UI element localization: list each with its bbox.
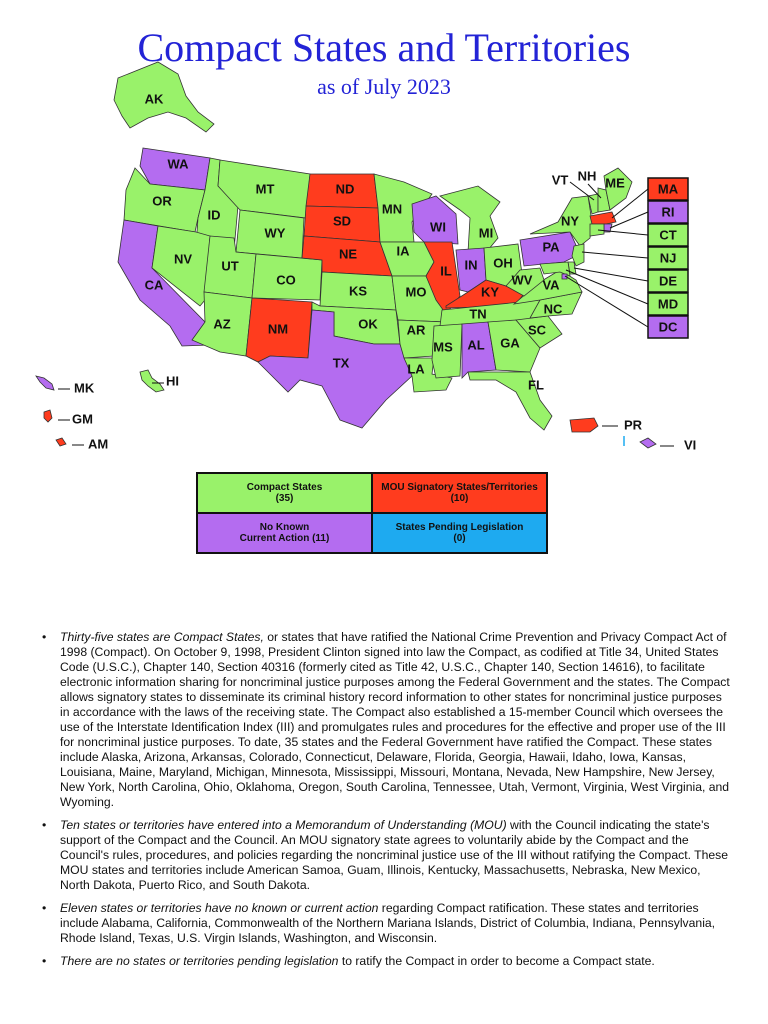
label-OH: OH (493, 255, 513, 271)
label-ND: ND (335, 181, 355, 197)
page-subtitle: as of July 2023 (317, 74, 451, 99)
territory-AM[interactable] (56, 438, 66, 446)
legend-compact-count: (35) (275, 493, 294, 504)
label-OR: OR (152, 193, 172, 209)
legend-pending-label: States Pending Legislation (395, 522, 524, 533)
label-SD: SD (332, 213, 352, 229)
label-TX: TX (332, 355, 350, 371)
label-DC: DC (658, 319, 678, 335)
label-MI: MI (478, 225, 494, 241)
legend-compact (198, 474, 371, 512)
bullet-lead: Ten states or territories have entered into a Memorandum of Understanding (MOU) (60, 818, 507, 832)
bullet-none (40, 901, 730, 946)
label-OK: OK (358, 316, 378, 332)
label-WA: WA (167, 156, 189, 172)
bullet-body: or states that have ratified the National Crime Prevention and Privacy Compact Act of 1998 (Compact). On October 9, 1998, President Clinton signed into law the Compact, as codified at Title 34, United States Code (U.S.C.), Chapter 140, Section 40316 (formerly cited as Title 42, U.S.C., Chapter 140, Section 14616), to facilitate electronic information sharing for noncriminal justice purposes among the Federal Government and the states. The Compact allows signatory states to disseminate its criminal history record information to other states for noncriminal justice purposes in accordance with the laws of the receiving state. The Compact also established a 15-member Council which oversees the use of the Interstate Identification Index (III) and promulgates rules and procedures for the effective and proper use of the III for noncriminal justice purposes. To date, 35 states and the Federal Government have ratified the Compact. These states include Alaska, Arizona, Arkansas, Colorado, Connecticut, Delaware, Florida, Georgia, Hawaii, Idaho, Iowa, Kansas, Louisiana, Maine, Maryland, Michigan, Minnesota, Mississippi, Missouri, Montana, Nevada, New Hampshire, New Jersey, New York, North Carolina, Ohio, Oklahoma, Oregon, South Carolina, Tennessee, Utah, Vermont, Virginia, West Virginia, and Wyoming. (60, 630, 730, 809)
label-MS: MS (433, 339, 453, 355)
bullet-list (40, 630, 730, 977)
bullet-body: to ratify the Compact in order to become a Compact state. (338, 954, 655, 968)
label-KS: KS (348, 283, 368, 299)
bullet-mou (40, 818, 730, 893)
label-MT: MT (255, 181, 275, 197)
label-UT: UT (221, 258, 239, 274)
label-WY: WY (264, 225, 286, 241)
legend-pending-count: (0) (453, 533, 466, 544)
legend-none (198, 514, 371, 552)
bullet-lead: Eleven states or territories have no known or current action (60, 901, 379, 915)
label-ME: ME (605, 175, 625, 191)
label-MD: MD (657, 296, 679, 312)
label-AM: AM (88, 436, 109, 452)
label-RI: RI (661, 204, 675, 220)
territory-MK[interactable] (36, 376, 54, 390)
label-NM: NM (267, 321, 289, 337)
label-HI: HI (166, 373, 179, 389)
label-NE: NE (338, 246, 358, 262)
label-KY: KY (480, 284, 500, 300)
legend-mou-label: MOU Signatory States/Territories (381, 482, 538, 493)
page-title: Compact States and Territories (137, 25, 631, 70)
legend-none-count: Current Action (11) (239, 533, 330, 544)
us-map (0, 0, 768, 470)
territory-VI[interactable] (640, 438, 656, 448)
label-GM: GM (72, 411, 93, 427)
callout-line-DE (574, 268, 648, 281)
label-MA: MA (657, 181, 679, 197)
label-GA: GA (500, 335, 520, 351)
label-MO: MO (405, 284, 427, 300)
label-CA: CA (144, 277, 164, 293)
label-CT: CT (659, 227, 677, 243)
label-AZ: AZ (213, 316, 231, 332)
label-NJ: NJ (659, 250, 677, 266)
label-MK: MK (74, 380, 95, 396)
bullet-pending (40, 954, 730, 969)
callout-line-CT (598, 230, 648, 235)
callout-line-NJ (582, 252, 648, 258)
label-ID: ID (207, 207, 221, 223)
label-AR: AR (406, 322, 426, 338)
label-VI: VI (684, 437, 697, 453)
label-SC: SC (527, 322, 547, 338)
label-NC: NC (543, 301, 563, 317)
legend-mou-count: (10) (450, 493, 469, 504)
label-MN: MN (381, 201, 403, 217)
bullet-lead: There are no states or territories pending legislation (60, 954, 339, 968)
label-AL: AL (467, 337, 485, 353)
bullet-body: with the Council indicating the state's support of the Compact and the Council. An MOU signatory state agrees to voluntarily abide by the Compact and the Council's rules, procedures, and policies regarding the noncriminal justice use of the III without ratifying the Compact. These MOU states and territories include American Samoa, Guam, Illinois, Kentucky, Massachusetts, Nebraska, New Mexico, North Dakota, Puerto Rico, and South Dakota. (60, 818, 729, 892)
territory-PR[interactable] (570, 418, 598, 432)
bullet-lead: Thirty-five states are Compact States, (60, 630, 264, 644)
label-PA: PA (542, 239, 560, 255)
label-NV: NV (173, 251, 193, 267)
bullet-body: regarding Compact ratification. These states and territories include Alabama, California, Commonwealth of the Northern Mariana Islands, District of Columbia, Indiana, Pennsylvania, Rhode Island, Texas, U.S. Virgin Islands, Washington, and Wisconsin. (60, 901, 716, 945)
legend-compact-label: Compact States (246, 482, 323, 493)
territory-GM[interactable] (44, 410, 52, 422)
label-IL: IL (440, 263, 452, 279)
bullet-compact (40, 630, 730, 810)
legend-mou (373, 474, 546, 512)
label-NY: NY (560, 213, 580, 229)
label-WI: WI (430, 219, 446, 235)
label-FL: FL (528, 377, 544, 393)
state-AK[interactable] (114, 62, 214, 132)
legend-none-label: No Known (259, 522, 310, 533)
label-VT: VT (551, 172, 569, 188)
label-PR: PR (624, 417, 643, 433)
label-CO: CO (276, 272, 296, 288)
label-WV: WV (511, 272, 533, 288)
label-IN: IN (464, 257, 478, 273)
label-NH: NH (577, 168, 597, 184)
label-TN: TN (469, 306, 487, 322)
legend (196, 472, 548, 554)
label-DE: DE (658, 273, 678, 289)
label-IA: IA (396, 243, 410, 259)
label-VA: VA (542, 277, 560, 293)
legend-pending (373, 514, 546, 552)
label-LA: LA (407, 361, 425, 377)
label-AK: AK (144, 91, 164, 107)
state-HI[interactable] (140, 370, 164, 392)
